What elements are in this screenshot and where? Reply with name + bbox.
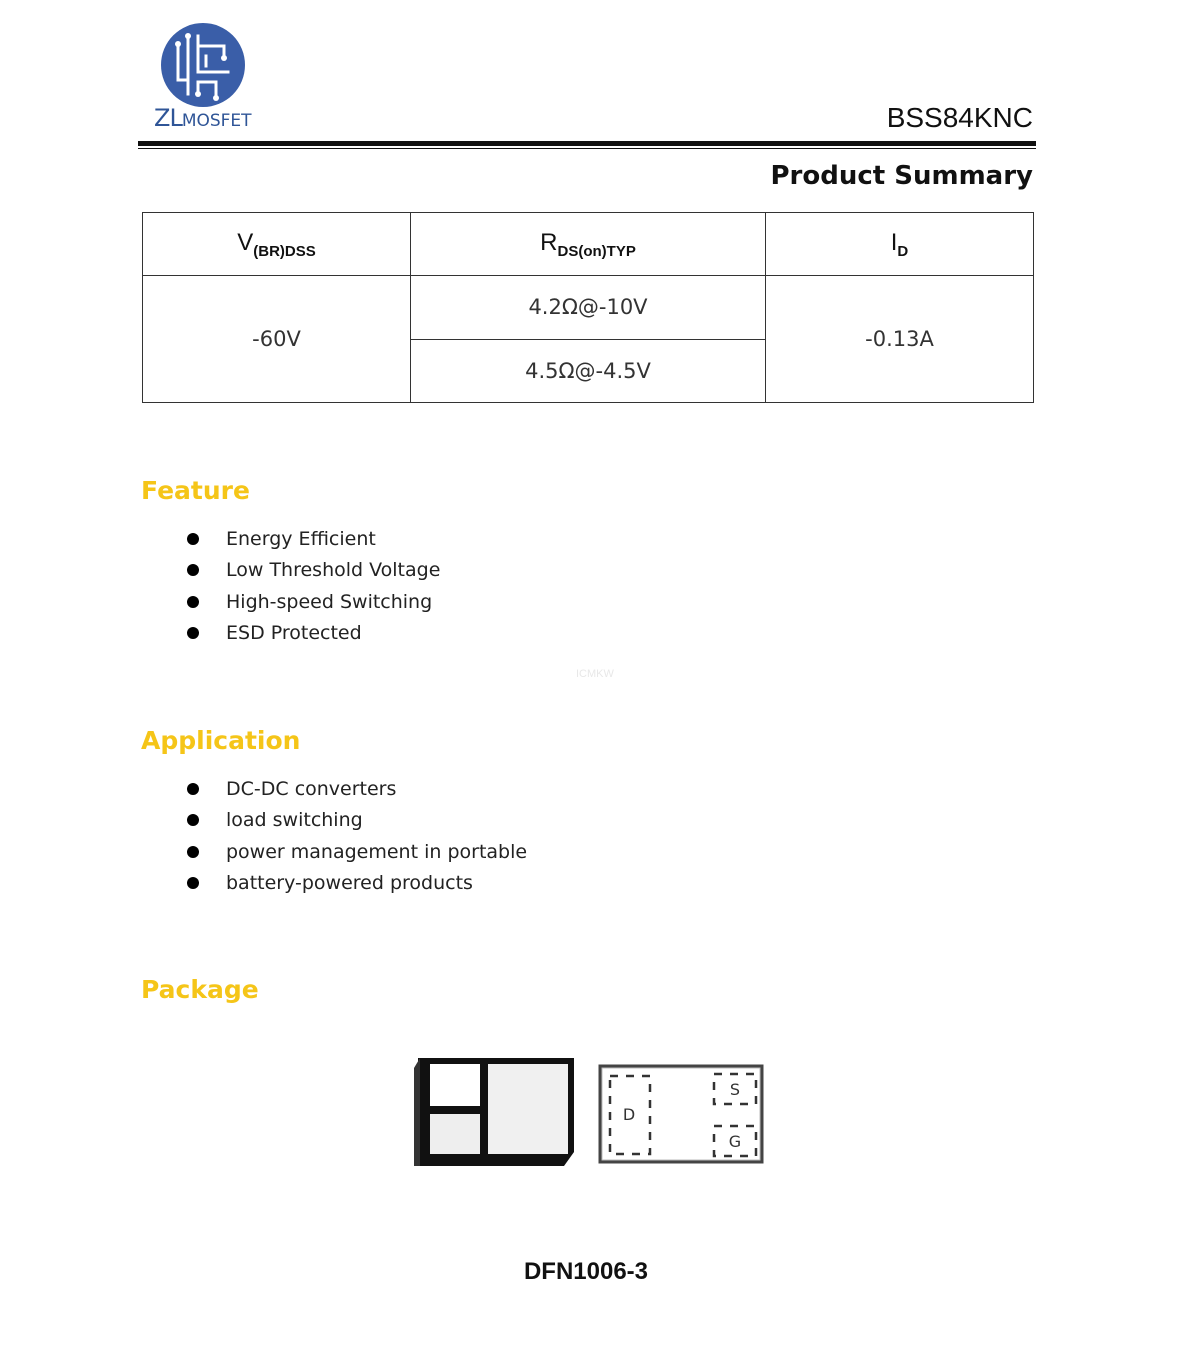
- pin-drain-label: D: [622, 1105, 636, 1124]
- bullet-icon: [187, 596, 199, 608]
- brand-zl: ZL: [154, 104, 182, 132]
- header-rdson: [411, 213, 766, 276]
- list-item: [186, 805, 527, 836]
- table-header-row: [143, 213, 1034, 276]
- pin-source-label: S: [729, 1080, 741, 1099]
- watermark: ICMKW: [576, 668, 614, 680]
- package-title: Package: [141, 975, 259, 1004]
- header-id: [766, 213, 1034, 276]
- feature-item-text: Low Threshold Voltage: [226, 559, 441, 582]
- bullet-icon: [187, 627, 199, 639]
- product-summary-title: Product Summary: [770, 161, 1033, 191]
- bullet-icon: [187, 846, 199, 858]
- id-value: -0.13A: [766, 276, 1034, 403]
- rdson-value-10v: 4.2Ω@-10V: [411, 276, 766, 339]
- brand-name: [154, 104, 252, 132]
- application-item-text: battery-powered products: [226, 871, 473, 894]
- rdson-value-4v5: 4.5Ω@-4.5V: [411, 339, 766, 402]
- header-rule-thin: [138, 148, 1036, 149]
- application-item-text: power management in portable: [226, 840, 528, 863]
- brand-mosfet: MOSFET: [181, 111, 252, 131]
- header-id-symbol: I: [890, 228, 898, 256]
- application-item-text: DC-DC converters: [226, 778, 397, 800]
- header-vbrdss: [143, 213, 411, 276]
- list-item: [186, 587, 440, 618]
- header-rule-thick: [138, 141, 1036, 146]
- bullet-icon: [187, 533, 199, 545]
- part-number: BSS84KNC: [886, 102, 1033, 133]
- application-list: [186, 774, 527, 899]
- feature-title: Feature: [141, 476, 250, 505]
- table-row: [143, 276, 1034, 339]
- package-3d-icon: [412, 1054, 578, 1172]
- package-name: DFN1006-3: [523, 1258, 649, 1285]
- bullet-icon: [187, 564, 199, 576]
- application-title: Application: [141, 726, 301, 755]
- header-rdson-symbol: R: [540, 228, 558, 256]
- feature-item-text: Energy Efficient: [226, 528, 376, 550]
- product-summary-table: [142, 212, 1034, 403]
- package-pad-layout-icon: [598, 1064, 766, 1166]
- logo-emblem-icon: [158, 22, 248, 108]
- header-id-sub: D: [897, 242, 909, 260]
- company-logo: [150, 18, 260, 138]
- header-rdson-sub: DS(on)TYP: [557, 242, 636, 260]
- list-item: [186, 524, 440, 555]
- list-item: [186, 868, 527, 899]
- header-vbrdss-symbol: V: [237, 228, 254, 256]
- feature-list: [186, 524, 440, 649]
- list-item: [186, 618, 440, 649]
- bullet-icon: [187, 877, 199, 889]
- list-item: [186, 555, 440, 586]
- list-item: [186, 837, 527, 868]
- feature-item-text: High-speed Switching: [226, 590, 433, 613]
- bullet-icon: [187, 814, 199, 826]
- header-vbrdss-sub: (BR)DSS: [253, 242, 316, 260]
- list-item: [186, 774, 527, 805]
- vbrdss-value: -60V: [143, 276, 411, 403]
- bullet-icon: [187, 783, 199, 795]
- feature-item-text: ESD Protected: [226, 621, 362, 644]
- pin-gate-label: G: [728, 1132, 742, 1151]
- application-item-text: load switching: [226, 809, 363, 832]
